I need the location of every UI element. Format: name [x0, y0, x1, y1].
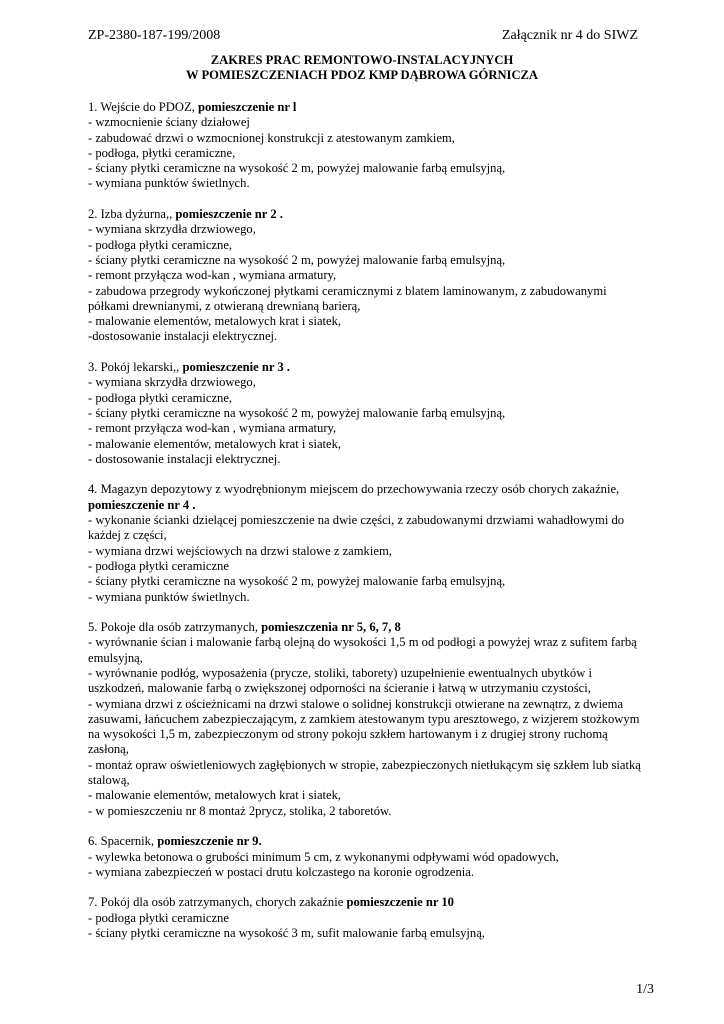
section-title-text: 7. Pokój dla osób zatrzymanych, chorych zakaźnie [88, 895, 347, 910]
room-number: pomieszczenie nr 10 [346, 895, 454, 910]
list-item: -dostosowanie instalacji elektrycznej. [88, 329, 278, 344]
section-6 [88, 834, 648, 880]
section-title [88, 207, 648, 222]
list-item: - zabudować drzwi o wzmocnionej konstrukcji z atestowanym zamkiem, [88, 130, 455, 145]
list-item: - wymiana skrzydła drzwiowego, [88, 222, 256, 237]
list-item: - wzmocnienie ściany działowej [88, 115, 250, 130]
list-item: - dostosowanie instalacji elektrycznej. [88, 451, 281, 466]
list-item: - podłoga płytki ceramiczne [88, 558, 229, 573]
room-number: pomieszczenie nr 2 . [175, 207, 283, 222]
list-item: - podłoga płytki ceramiczne, [88, 237, 233, 252]
section-title-text: 3. Pokój lekarski,, [88, 360, 183, 375]
section-title [88, 620, 648, 635]
list-item: - malowanie elementów, metalowych krat i siatek, [88, 788, 342, 803]
list-item: - ściany płytki ceramiczne na wysokość 2 m, powyżej malowanie farbą emulsyjną, [88, 252, 506, 267]
list-item: - ściany płytki ceramiczne na wysokość 2 m, powyżej malowanie farbą emulsyjną, [88, 405, 506, 420]
room-number: pomieszczenia nr 5, 6, 7, 8 [261, 620, 401, 635]
room-number: pomieszczenie nr l [198, 100, 297, 114]
section-title-text: 2. Izba dyżurna,, [88, 207, 176, 222]
list-item: - wykonanie ścianki dzielącej pomieszczenie na dwie części, z zabudowanymi drzwiami wahadłowymi do każdej z części, [88, 513, 625, 543]
section-title-text: 5. Pokoje dla osób zatrzymanych, [88, 620, 262, 635]
section-title-text: 4. Magazyn depozytowy z wyodrębnionym miejscem do przechowywania rzeczy osób chorych zakaźnie, [88, 482, 620, 497]
section-title [88, 100, 648, 115]
section-7 [88, 895, 648, 941]
document-title [0, 53, 724, 84]
list-item: - podłoga, płytki ceramiczne, [88, 145, 236, 160]
list-item: - wyrównanie ścian i malowanie farbą olejną do wysokości 1,5 m od podłogi a powyżej wraz z sufitem farbą emulsyjną, [88, 635, 637, 665]
document-reference: ZP-2380-187-199/2008 [88, 28, 221, 43]
section-4 [88, 482, 648, 604]
room-number: pomieszczenie nr 9. [157, 834, 262, 849]
list-item: - podłoga płytki ceramiczne, [88, 390, 233, 405]
list-item: - malowanie elementów, metalowych krat i siatek, [88, 314, 342, 329]
section-title [88, 360, 648, 375]
list-item: - wymiana skrzydła drzwiowego, [88, 375, 256, 390]
list-item: - zabudowa przegrody wykończonej płytkami ceramicznymi z blatem laminowanym, z zabudowanymi półkami drewnianymi, z otwieraną drewnianą barierą, [88, 283, 607, 313]
list-item: - remont przyłącza wod-kan , wymiana armatury, [88, 268, 337, 283]
section-title [88, 834, 648, 849]
list-item: - ściany płytki ceramiczne na wysokość 2 m, powyżej malowanie farbą emulsyjną, [88, 161, 506, 176]
page-number: 1/3 [636, 982, 654, 997]
list-item: - wymiana drzwi wejściowych na drzwi stalowe z zamkiem, [88, 543, 392, 558]
list-item: - wymiana zabezpieczeń w postaci drutu kolczastego na koronie ogrodzenia. [88, 864, 475, 879]
section-1 [88, 100, 648, 192]
room-number: pomieszczenie nr 4 . [88, 497, 196, 512]
section-title [88, 895, 648, 910]
section-3 [88, 360, 648, 467]
list-item: - wymiana drzwi z ościeżnicami na drzwi stalowe o solidnej konstrukcji otwierane na zewnątrz, z dwiema zasuwami, łańcuchem zabezpieczającym, z zamkiem atestowanym typu aresztowego, z wizjerem stożkowym na wysokości 1,5 m, zabezpieczonym od strony pokoju szkłem hartowanym i z drugiej strony ruchomą zasłoną, [88, 696, 640, 757]
section-5 [88, 620, 648, 819]
list-item: - podłoga płytki ceramiczne [88, 910, 229, 925]
list-item: - montaż opraw oświetleniowych zagłębionych w stropie, zabezpieczonych nietłukącym się szkłem lub siatką stalową, [88, 757, 641, 788]
list-item: - malowanie elementów, metalowych krat i siatek, [88, 436, 342, 451]
section-title [88, 482, 648, 513]
list-item: - wymiana punktów świetlnych. [88, 589, 250, 604]
attachment-label: Załącznik nr 4 do SIWZ [501, 28, 638, 43]
list-item: - remont przyłącza wod-kan , wymiana armatury, [88, 421, 337, 436]
title-line-2: W POMIESZCZENIACH PDOZ KMP DĄBROWA GÓRNICZA [185, 68, 539, 83]
list-item: - wymiana punktów świetlnych. [88, 176, 250, 191]
section-2 [88, 207, 648, 345]
section-title-text: 1. Wejście do PDOZ, [88, 100, 198, 114]
section-title-text: 6. Spacernik, [88, 834, 158, 849]
room-number: pomieszczenie nr 3 . [182, 360, 290, 375]
list-item: - wylewka betonowa o grubości minimum 5 cm, z wykonanymi odpływami wód opadowych, [88, 849, 559, 864]
list-item: - wyrównanie podłóg, wyposażenia (prycze, stoliki, taborety) uzupełnienie ewentualnych ubytków i uszkodzeń, malowanie farbą o zwiększonej odporności na ścieranie i łatwą w utrzymaniu czystości, [88, 665, 592, 696]
document-body [88, 100, 648, 957]
list-item: - w pomieszczeniu nr 8 montaż 2prycz, stolika, 2 taboretów. [88, 803, 392, 818]
list-item: - ściany płytki ceramiczne na wysokość 2 m, powyżej malowanie farbą emulsyjną, [88, 574, 506, 589]
list-item: - ściany płytki ceramiczne na wysokość 3 m, sufit malowanie farbą emulsyjną, [88, 926, 485, 941]
title-line-1: ZAKRES PRAC REMONTOWO-INSTALACYJNYCH [210, 53, 514, 67]
